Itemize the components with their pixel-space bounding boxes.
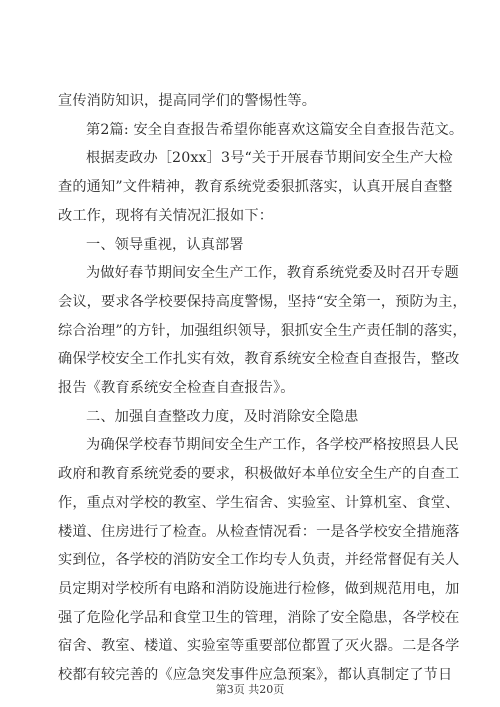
text-line: 会议，要求各学校要保持高度警惕，坚持“安全第一，预防为主， bbox=[58, 293, 467, 310]
text-line: 改工作，现将有关情况汇报如下： bbox=[58, 207, 274, 224]
text-line: 查的通知”文件精神，教育系统党委狠抓落实，认真开展自查整 bbox=[58, 179, 453, 196]
text-line: 宿舍、教室、楼道、实验室等重要部位都置了灭火器。二是各学 bbox=[58, 638, 460, 655]
text-line: 员定期对学校所有电路和消防设施进行检修，做到规范用电，加 bbox=[58, 580, 460, 597]
text-line: 报告《教育系统安全检查自查报告》。 bbox=[58, 380, 295, 396]
text-line: 根据麦政办［20xx］3号“关于开展春节期间安全生产大检 bbox=[86, 150, 453, 167]
text-line: 综合治理”的方针，加强组织领导，狠抓安全生产责任制的落实， bbox=[58, 322, 467, 339]
section-heading: 二、加强自查整改力度，及时消除安全隐患 bbox=[86, 408, 359, 425]
text-line: 为确保学校春节期间安全生产工作，各学校严格按照县人民 bbox=[86, 437, 459, 454]
text-line: 楼道、住房进行了检查。从检查情况看：一是各学校安全措施落 bbox=[58, 523, 460, 540]
text-line: 强了危险化学品和食堂卫生的管理，消除了安全隐患，各学校在 bbox=[58, 609, 460, 626]
text-line: 宣传消防知识，提高同学们的警惕性等。 bbox=[58, 93, 317, 109]
text-line: 校都有较完善的《应急突发事件应急预案》，都认真制定了节日 bbox=[58, 667, 453, 683]
text-line: 确保学校安全工作扎实有效，教育系统安全检查自查报告，整改 bbox=[58, 351, 460, 368]
text-line: 作，重点对学校的教室、学生宿舍、实验室、计算机室、食堂、 bbox=[58, 494, 460, 511]
text-line: 为做好春节期间安全生产工作，教育系统党委及时召开专题 bbox=[86, 265, 459, 282]
section-heading: 一、领导重视，认真部署 bbox=[86, 236, 244, 253]
section-heading: 第2篇: 安全自查报告希望你能喜欢这篇安全自查报告范文。 bbox=[86, 121, 464, 138]
text-line: 实到位，各学校的消防安全工作均专人负责，并经常督促有关人 bbox=[58, 552, 460, 569]
text-line: 政府和教育系统党委的要求，积极做好本单位安全生产的自查工 bbox=[58, 466, 460, 483]
page-number-footer: 第3页 共20页 bbox=[215, 683, 285, 696]
